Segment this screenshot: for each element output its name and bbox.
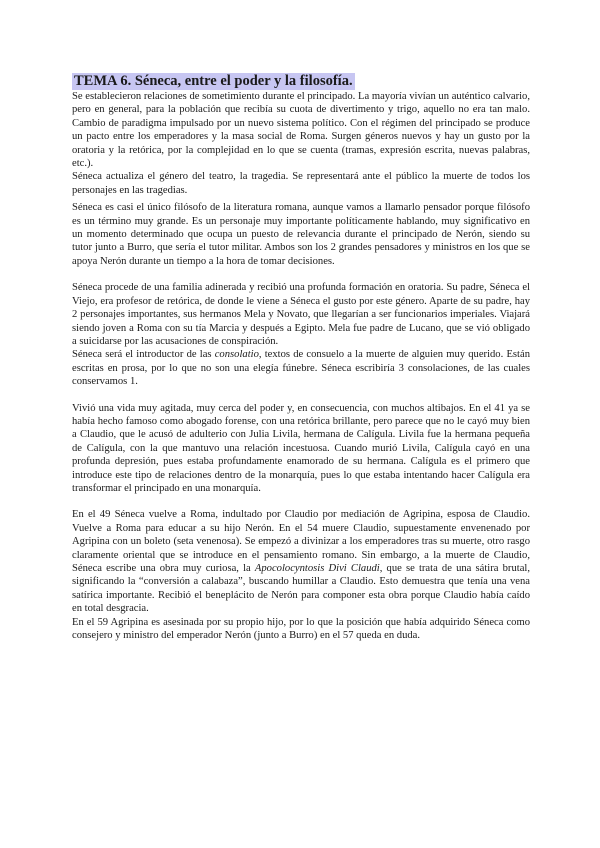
paragraph-7 <box>72 508 530 615</box>
paragraph-5-text: , textos de consuelo a la muerte de alguien muy querido. Están escritas en prosa, por lo que no son una elegía fúnebre. Séneca escribiría 3 consolaciones, de las cuales conservamos 1. <box>72 349 530 388</box>
paragraph-6: Vivió una vida muy agitada, muy cerca del poder y, en consecuencia, con muchos altibajos. En el 41 ya se había hecho famoso como abogado forense, con una retórica brillante, pero parece que no le cayó muy bien a Claudio, que le acusó de adulterio con Julia Livila, hermana de Calígula. Livila fue la hermana pequeña de Calígula, con la que mantuvo una relación incestuosa. Cuando murió Livila, Calígula cayó en una profunda depresión, pues estaba profundamente enamorado de su hermana. Calígula es el primero que introduce este tipo de relaciones dentro de la monarquía, pues lo que estaba intentando hacer Calígula era transformar el principado en una monarquía. <box>72 402 530 494</box>
spacer <box>72 389 530 402</box>
paragraph-1: Se establecieron relaciones de sometimiento durante el principado. La mayoría vivían un auténtico calvario, pero en general, para la población que recibía su cuota de divertimento y trigo, aquello no era tan malo. Cambio de paradigma impulsado por un nuevo sistema político. Con el régimen del principado se produce un pacto entre los emperadores y la masa social de Roma. Surgen géneros nuevos y hay un gusto por la oratoria y la retórica, por la complejidad en lo que se cuenta (tramas, expresión escrita, nuevas palabras, etc.). <box>72 91 530 170</box>
spacer <box>72 268 530 281</box>
paragraph-8: En el 59 Agripina es asesinada por su propio hijo, por lo que la posición que había adquirido Séneca como consejero y ministro del emperador Nerón (junto a Burro) en el 57 queda en duda. <box>72 616 530 642</box>
paragraph-2: Séneca actualiza el género del teatro, la tragedia. Se representará ante el público la muerte de todos los personajes en las tragedias. <box>72 171 530 196</box>
paragraph-7-text: En el 49 Séneca vuelve a Roma, indultado por Claudio por mediación de Agripina, esposa de Claudio. Vuelve a Roma para educar a su hijo Nerón. En el 54 muere Claudio, supuestamente envenenado por Agripina con un boleto (seta venenosa). Se empezó a divinizar a los emperadores tras su muerte, otro rasgo claramente oriental que se introduce en el pensamiento romano. Sin embargo, a la muerte de Claudio, Séneca escribe una obra muy curiosa, la <box>72 509 530 574</box>
consolatio-term: consolatio <box>214 349 259 361</box>
page-title: TEMA 6. Séneca, entre el poder y la filosofía. <box>74 73 353 89</box>
paragraph-3: Séneca es casi el único filósofo de la literatura romana, aunque vamos a llamarlo pensador porque filósofo es un término muy grande. Es un personaje muy importante políticamente hablando, muy significativo en un momento determinado que ocupa un puesto de relevancia durante el principado de Nerón, siendo su tutor junto a Burro, que sería el tutor militar. Ambos son los 2 grandes pensadores y ministros en los que se apoya Nerón durante un tiempo a la hora de tomar decisiones. <box>72 202 530 267</box>
paragraph-4: Séneca procede de una familia adinerada y recibió una profunda formación en oratoria. Su padre, Séneca el Viejo, era profesor de retórica, de donde le viene a Séneca el gusto por este género. Aparte de su padre, hay 2 personajes importantes, sus hermanos Mela y Novato, que llegarían a ser funcionarios imperiales. Viajará siendo joven a Roma con su tía Marcia y después a Egipto. Mela fue padre de Lucano, que se vió obligado a suicidarse por las acusaciones de conspiración. <box>72 282 530 347</box>
apocolocyntosis-title: Apocolocyntosis Divi Claudi <box>254 563 380 574</box>
paragraph-5 <box>72 348 530 388</box>
paragraph-5-text: Séneca será el introductor de las <box>72 349 215 361</box>
paragraph-7-text: , que se trata de una sátira brutal, significando la “conversión a calabaza”, buscando humillar a Claudio. Esto demuestra que tenía una vena satírica importante. Recibió el beneplácito de Nerón para componer esta obra porque Claudio había caído en total desgracia. <box>72 563 530 615</box>
spacer <box>72 495 530 508</box>
